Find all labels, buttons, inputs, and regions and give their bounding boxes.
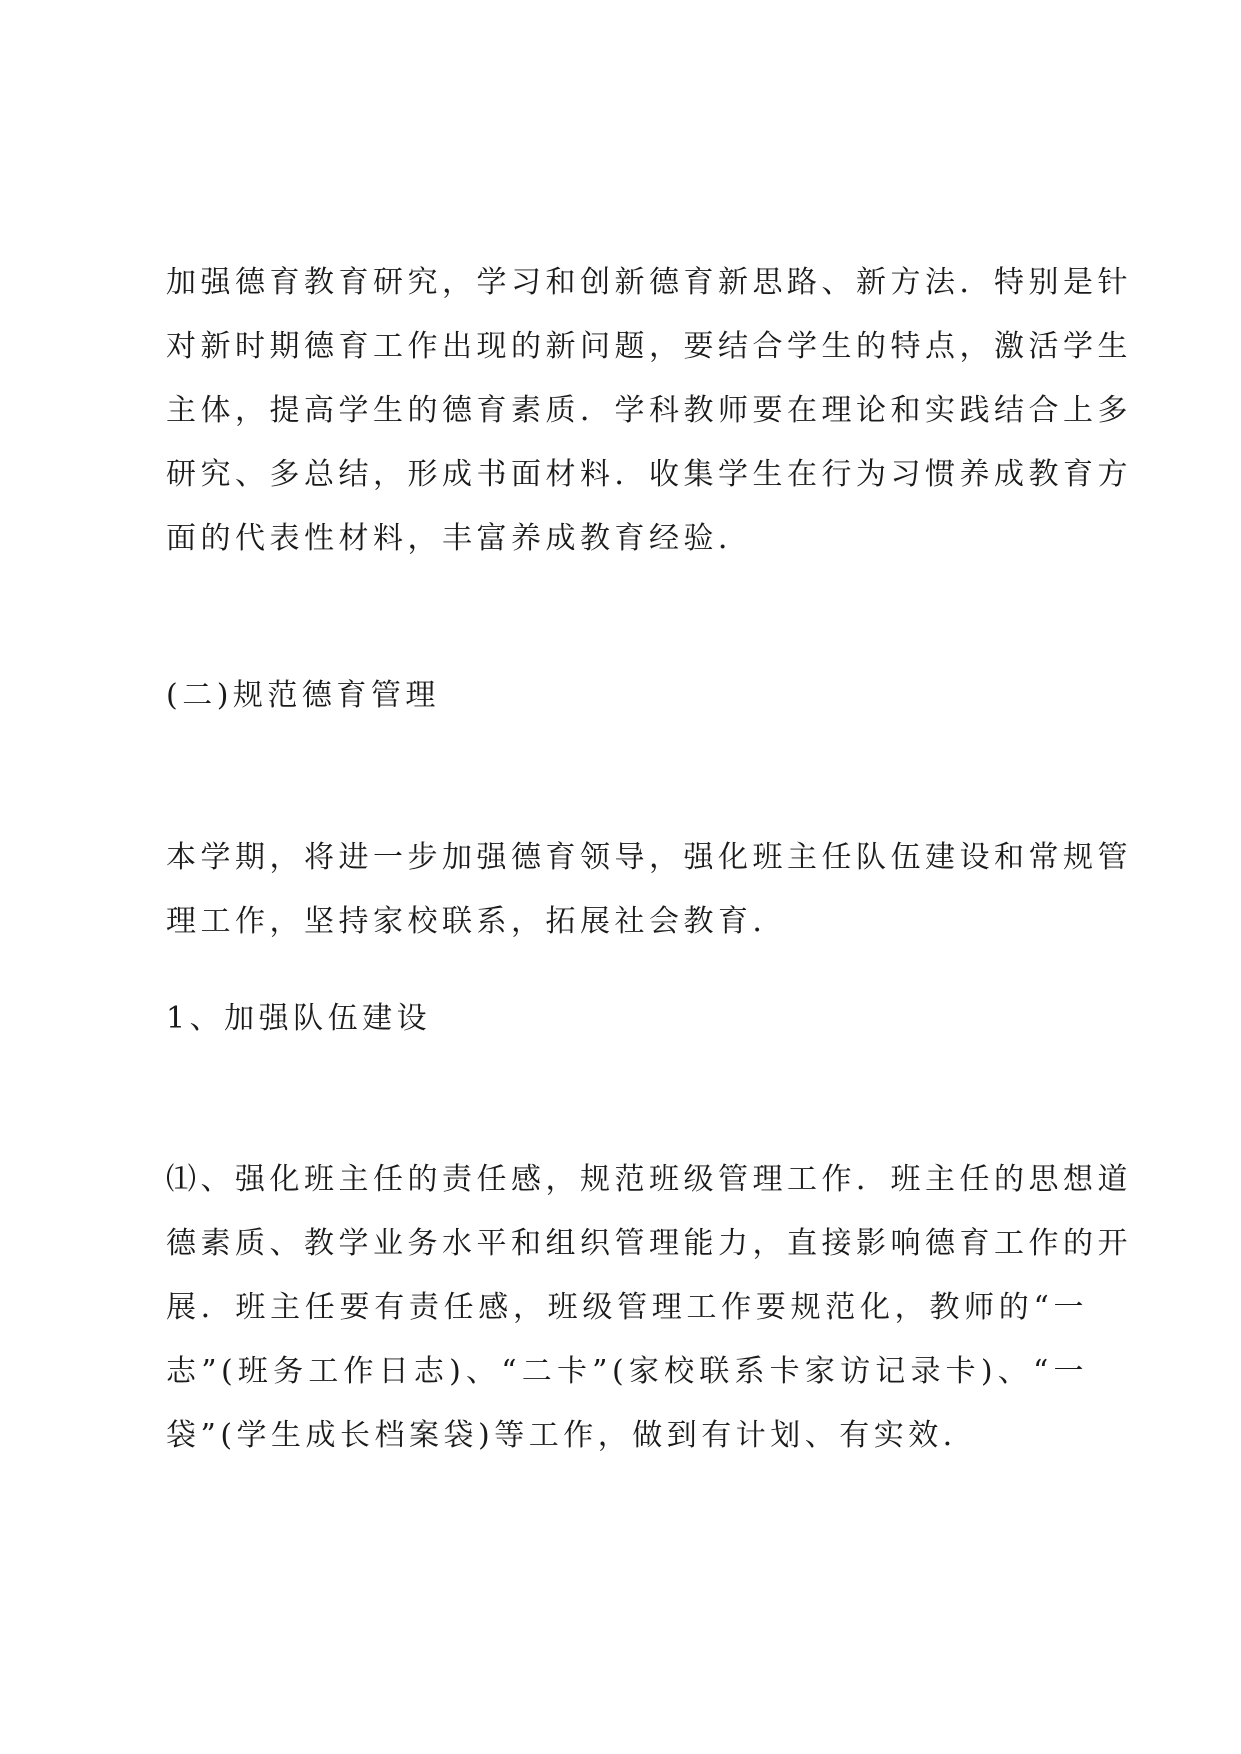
text-line: 加强德育教育研究，学习和创新德育新思路、新方法．特别是针 [166, 265, 1132, 300]
text-line: 对新时期德育工作出现的新问题，要结合学生的特点，激活学生 [166, 329, 1132, 364]
paragraph-semester-plan [166, 826, 1132, 954]
section-heading-standardize-management: (二)规范德育管理 [166, 678, 440, 713]
text-line: 理工作，坚持家校联系，拓展社会教育． [166, 904, 787, 939]
text-line: 志”(班务工作日志)、“二卡”(家校联系卡家访记录卡)、“一 [166, 1354, 1088, 1389]
text-line: 研究、多总结，形成书面材料．收集学生在行为习惯养成教育方 [166, 457, 1132, 492]
paragraph-moral-research [166, 251, 1132, 571]
subsection-heading-team-building: 1、加强队伍建设 [166, 1001, 432, 1036]
text-line: 主体，提高学生的德育素质．学科教师要在理论和实践结合上多 [166, 393, 1132, 428]
text-line: ⑴、强化班主任的责任感，规范班级管理工作．班主任的思想道 [166, 1162, 1132, 1197]
text-line: 面的代表性材料，丰富养成教育经验． [166, 521, 753, 556]
text-line: 德素质、教学业务水平和组织管理能力，直接影响德育工作的开 [166, 1226, 1132, 1261]
text-line: 袋”(学生成长档案袋)等工作，做到有计划、有实效． [166, 1418, 978, 1453]
text-line: 本学期，将进一步加强德育领导，强化班主任队伍建设和常规管 [166, 840, 1132, 875]
paragraph-head-teacher-responsibility [166, 1148, 1132, 1468]
text-line: 展．班主任要有责任感，班级管理工作要规范化，教师的“一 [166, 1290, 1088, 1325]
